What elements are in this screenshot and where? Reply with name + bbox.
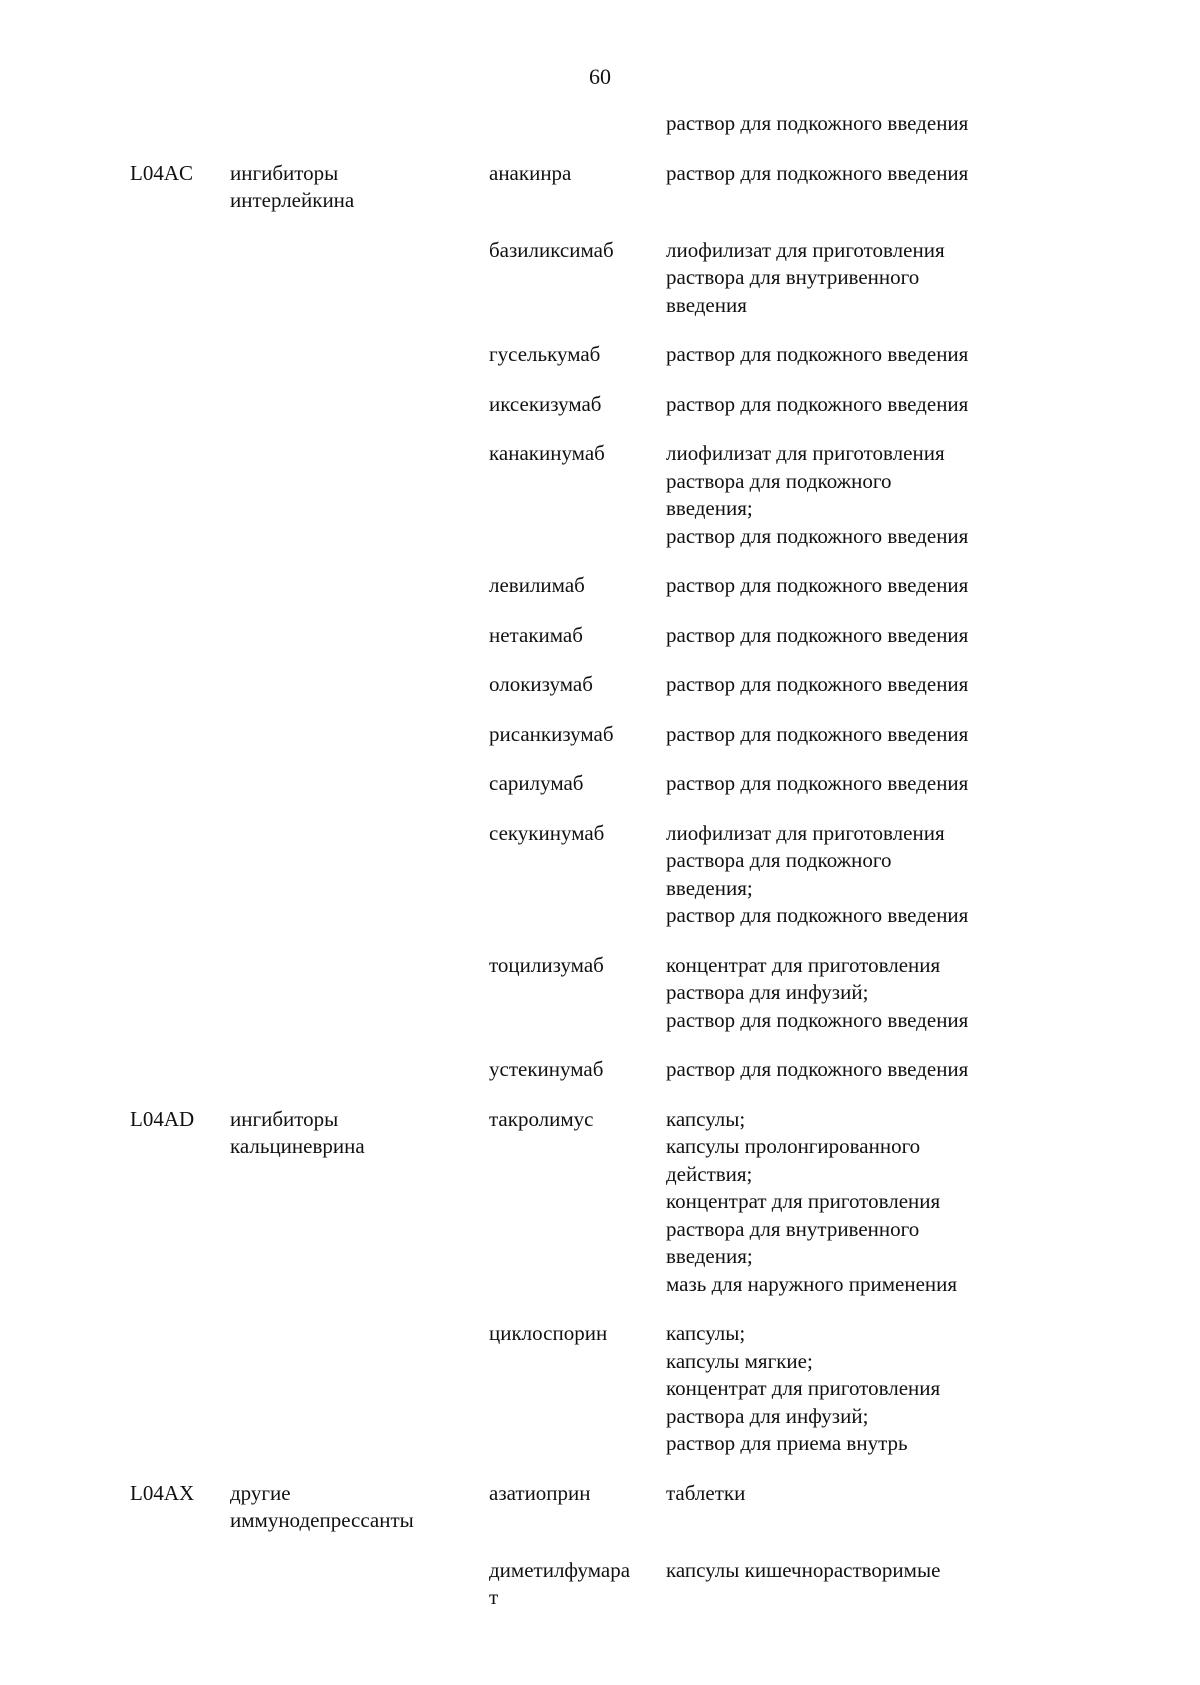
drug-name: тоцилизумаб <box>489 952 604 977</box>
table-row <box>0 237 1200 320</box>
table-row <box>0 1320 1200 1458</box>
dosage-form: раствор для подкожного введения <box>666 1057 969 1081</box>
dosage-form: раствор для подкожного введения <box>666 573 969 597</box>
drug-name: сарилумаб <box>489 771 584 795</box>
table-row <box>0 341 1200 369</box>
table-row <box>0 572 1200 600</box>
drug-name: базиликсимаб <box>489 237 614 262</box>
dosage-form: капсулы кишечнорастворимые <box>666 1557 941 1582</box>
drug-name: диметилфумара т <box>489 1557 631 1609</box>
table-row <box>0 440 1200 550</box>
drug-name: устекинумаб <box>489 1057 604 1081</box>
dosage-form: раствор для подкожного введения <box>666 342 969 366</box>
dosage-form: таблетки <box>666 1480 746 1505</box>
table-row <box>0 110 1200 138</box>
table-row <box>0 1106 1200 1299</box>
page-number: 60 <box>589 64 611 89</box>
drug-name: олокизумаб <box>489 672 593 696</box>
drug-name: канакинумаб <box>489 441 605 465</box>
dosage-form: лиофилизат для приготовления раствора для подкожного введения; раствор для подкожного введения <box>666 820 969 927</box>
table-row <box>0 1480 1200 1535</box>
group-name: другие иммунодепрессанты <box>230 1480 414 1532</box>
dosage-form: раствор для подкожного введения <box>666 391 969 416</box>
group-name: ингибиторы кальциневрина <box>230 1106 365 1158</box>
table-row <box>0 721 1200 749</box>
drug-name: анакинра <box>489 160 572 185</box>
table-row <box>0 1557 1200 1612</box>
dosage-form: раствор для подкожного введения <box>666 771 969 795</box>
group-name: ингибиторы интерлейкина <box>230 160 355 212</box>
table-row <box>0 622 1200 650</box>
table-row <box>0 820 1200 930</box>
table-row <box>0 391 1200 419</box>
drug-name: нетакимаб <box>489 622 583 647</box>
drug-name: такролимус <box>489 1106 594 1131</box>
dosage-form: лиофилизат для приготовления раствора для подкожного введения; раствор для подкожного введения <box>666 441 969 548</box>
drug-name: азатиоприн <box>489 1480 591 1505</box>
dosage-form: раствор для подкожного введения <box>666 672 969 696</box>
atc-code: L04AC <box>130 160 193 185</box>
drug-name: гуселькумаб <box>489 342 601 366</box>
table-row <box>0 770 1200 798</box>
dosage-form: капсулы; капсулы пролонгированного действия; концентрат для приготовления раствора для внутривенного введения; мазь для наружного применения <box>666 1106 958 1296</box>
drug-name: секукинумаб <box>489 820 605 845</box>
atc-code: L04AD <box>130 1106 195 1131</box>
dosage-form: раствор для подкожного введения <box>666 622 969 647</box>
drug-name: левилимаб <box>489 573 585 597</box>
drug-name: рисанкизумаб <box>489 721 614 746</box>
atc-code: L04AX <box>130 1480 195 1505</box>
dosage-form: лиофилизат для приготовления раствора для внутривенного введения <box>666 237 945 317</box>
table-row <box>0 160 1200 215</box>
table-row <box>0 671 1200 699</box>
dosage-form: концентрат для приготовления раствора для инфузий; раствор для подкожного введения <box>666 952 969 1032</box>
table-row <box>0 952 1200 1035</box>
dosage-form: капсулы; капсулы мягкие; концентрат для приготовления раствора для инфузий; раствор для приема внутрь <box>666 1321 941 1455</box>
table-row <box>0 1056 1200 1084</box>
dosage-form: раствор для подкожного введения <box>666 721 969 746</box>
drug-name: иксекизумаб <box>489 391 602 416</box>
dosage-form: раствор для подкожного введения <box>666 160 969 185</box>
drug-name: циклоспорин <box>489 1321 608 1345</box>
dosage-form: раствор для подкожного введения <box>666 111 969 135</box>
